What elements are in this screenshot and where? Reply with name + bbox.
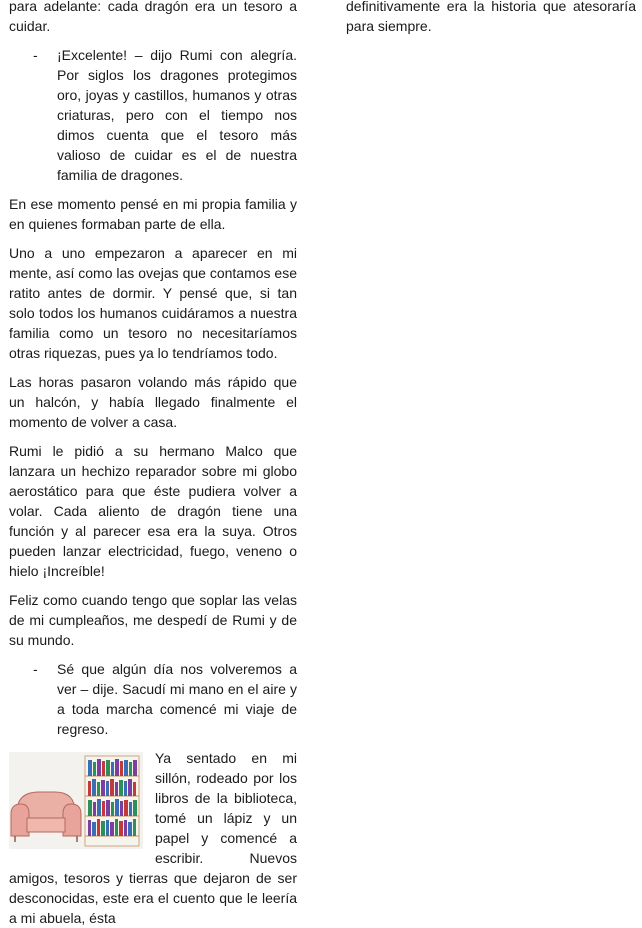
dialog-dash: - — [33, 47, 38, 63]
left-column — [9, 0, 297, 928]
dialog-line-1 — [9, 45, 297, 185]
dialog-dash: - — [33, 661, 38, 677]
paragraph-5: Rumi le pidió a su hermano Malco que lanzara un hechizo reparador sobre mi globo aerostático para que éste pudiera volver a volar. Cada aliento de dragón tiene una función y al parecer esa era la suya. Otros pueden lanzar electricidad, fuego, veneno o hielo ¡Increíble! — [9, 443, 297, 579]
right-column — [346, 0, 636, 45]
paragraph-1: para adelante: cada dragón era un tesoro a cuidar. — [9, 0, 297, 34]
armchair-bookshelf-illustration — [9, 752, 143, 849]
bookshelf-icon — [85, 756, 139, 846]
paragraph-7: Ya sentado en mi sillón, rodeado por los libros de la biblioteca, tomé un lápiz y un papel y comencé a escribir. Nuevos amigos, tesoros y tierras que dejaron de ser desconocidas, este era el cuento que le leería a mi abuela, ésta — [9, 750, 297, 926]
dialog-text: Sé que algún día nos volveremos a ver – dije. Sacudí mi mano en el aire y a toda marcha comencé mi viaje de regreso. — [57, 661, 297, 737]
dialog-line-2 — [9, 659, 297, 739]
dialog-text: ¡Excelente! – dijo Rumi con alegría. Por siglos los dragones protegimos oro, joyas y castillos, humanos y otras criaturas, pero con el tiempo nos dimos cuenta que el tesoro más valioso de cuidar es el de nuestra familia de dragones. — [57, 47, 297, 183]
paragraph-2: En ese momento pensé en mi propia familia y en quienes formaban parte de ella. — [9, 196, 297, 232]
paragraph-4: Las horas pasaron volando más rápido que un halcón, y había llegado finalmente el momento de volver a casa. — [9, 374, 297, 430]
paragraph-3: Uno a uno empezaron a aparecer en mi mente, así como las ovejas que contamos ese ratito antes de dormir. Y pensé que, si tan solo todos los humanos cuidáramos a nuestra familia como un tesoro no necesitaríamos otras riquezas, pues ya lo tendríamos todo. — [9, 245, 297, 361]
paragraph-continuation: definitivamente era la historia que atesoraría para siempre. — [346, 0, 636, 34]
illustrated-paragraph — [9, 748, 297, 928]
paragraph-6: Feliz como cuando tengo que soplar las velas de mi cumpleaños, me despedí de Rumi y de su mundo. — [9, 592, 297, 648]
illustration-drawing — [9, 752, 143, 849]
